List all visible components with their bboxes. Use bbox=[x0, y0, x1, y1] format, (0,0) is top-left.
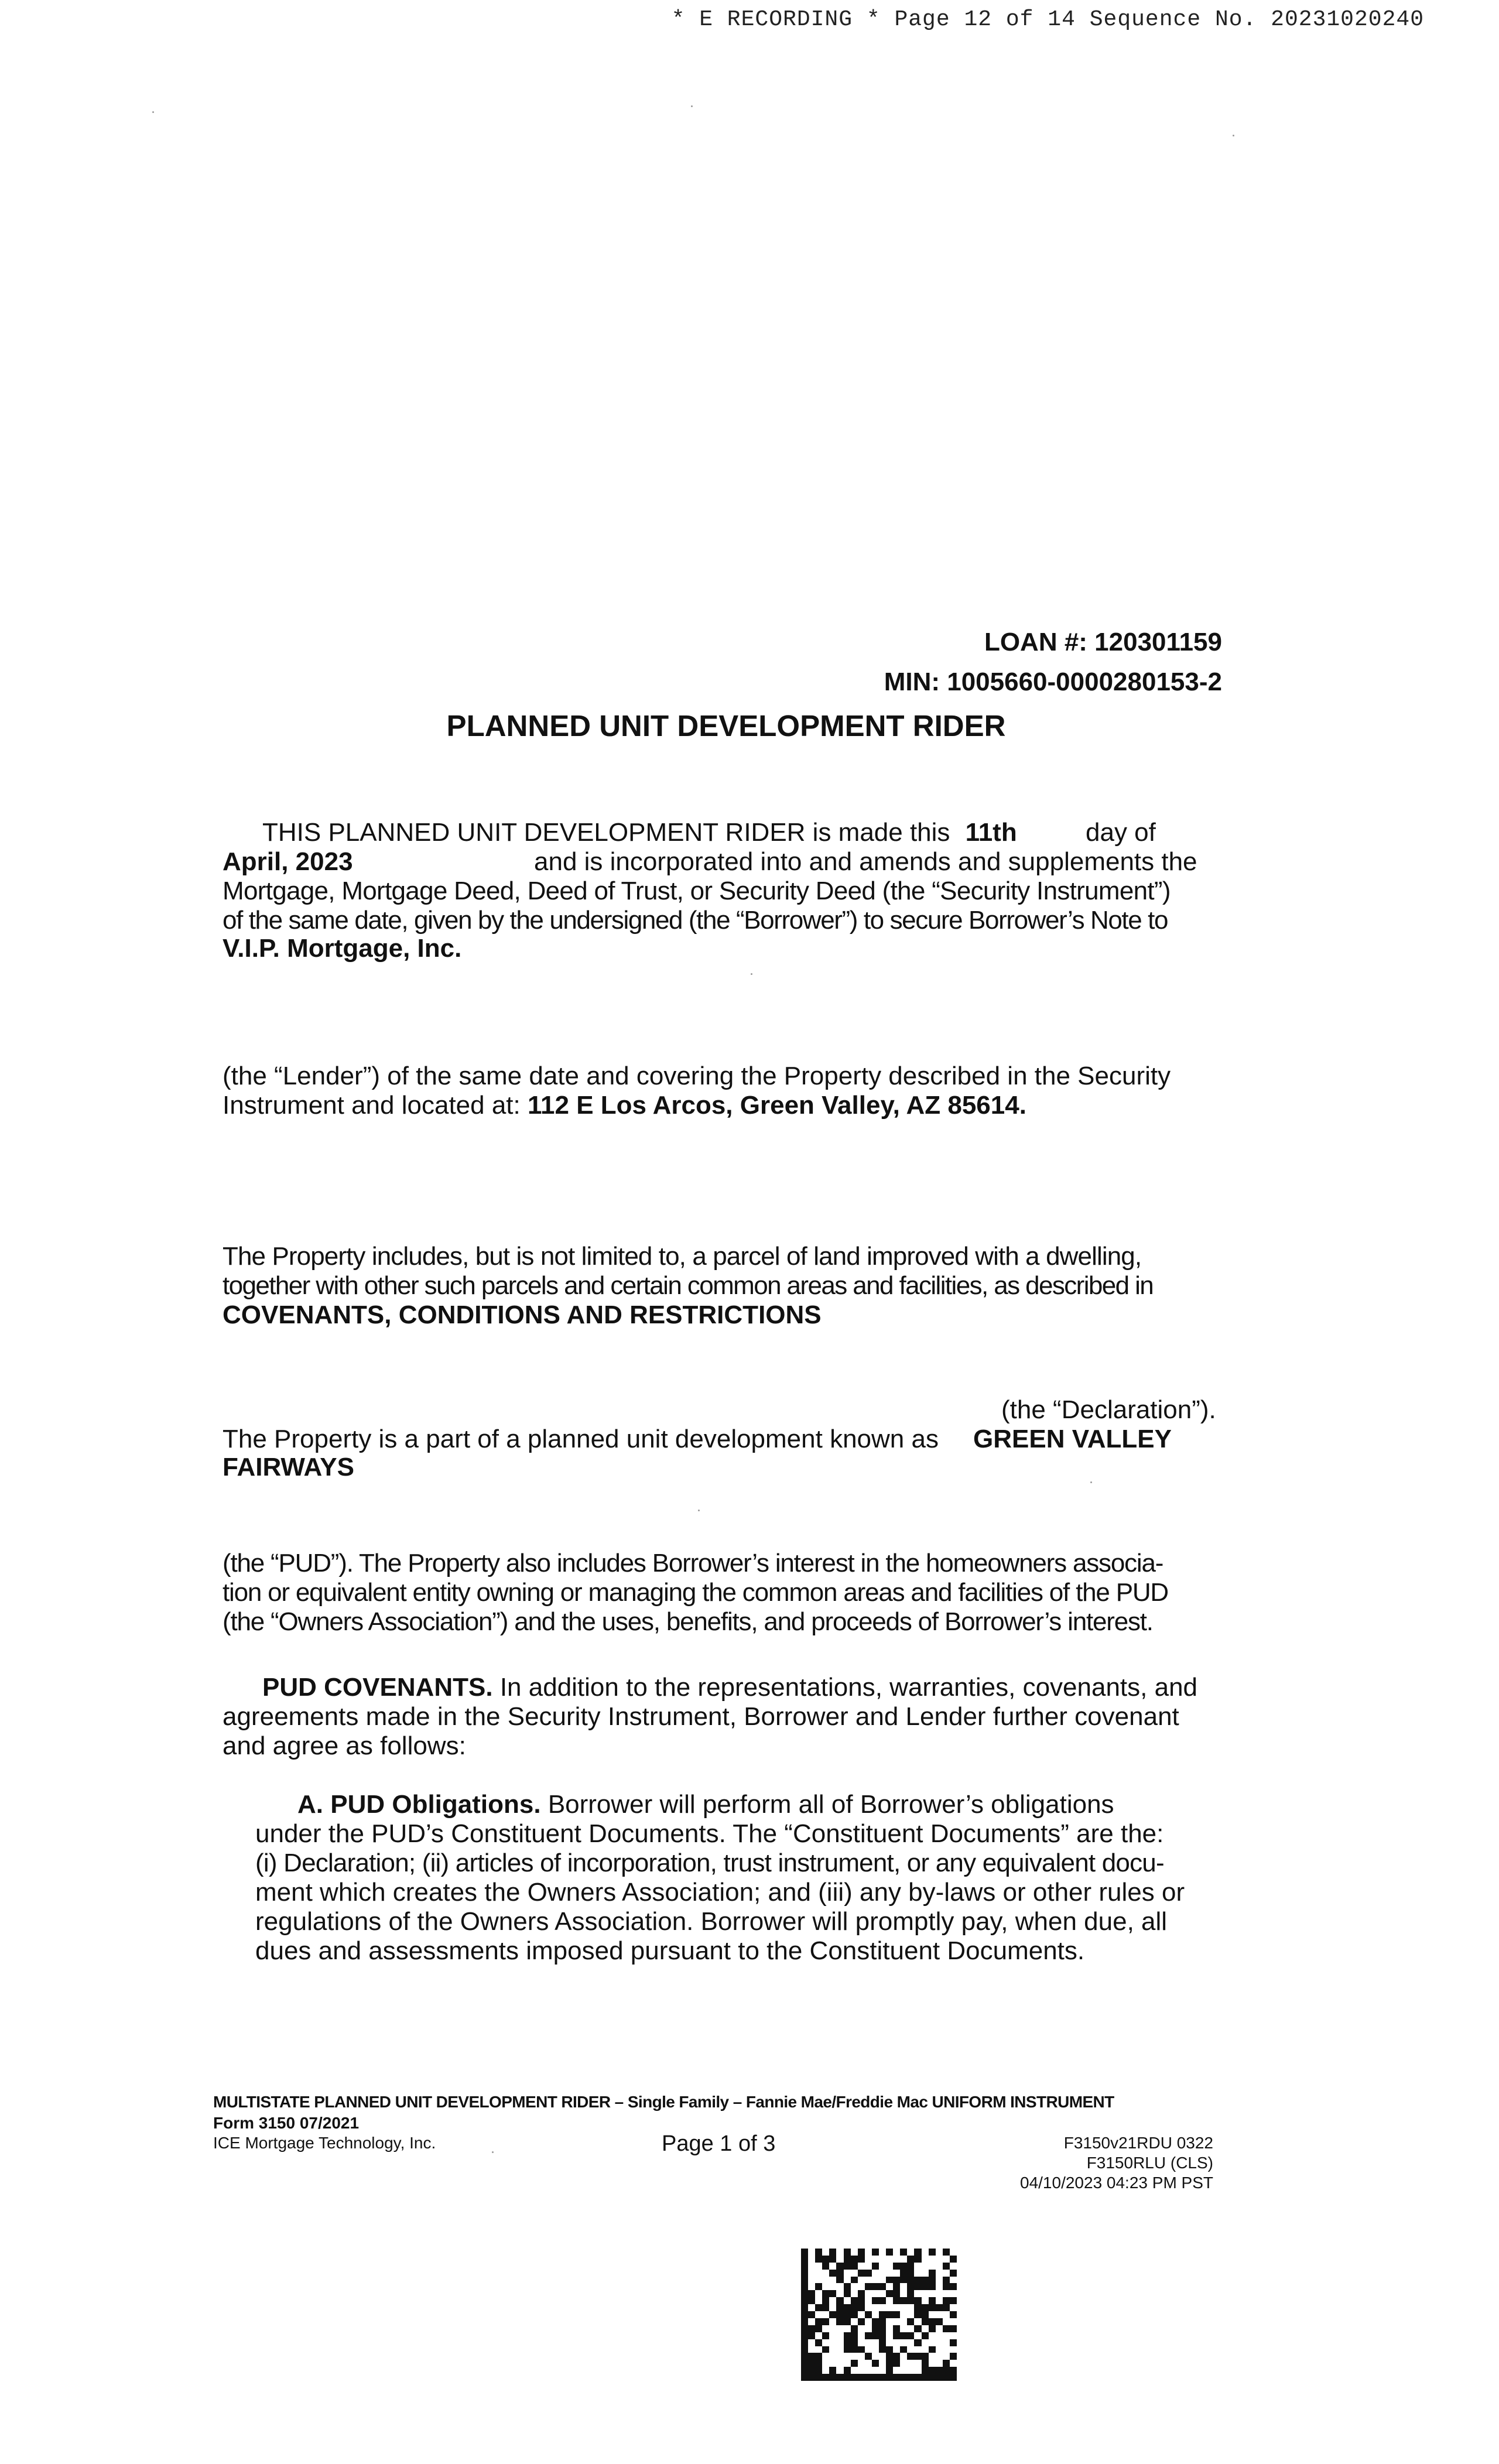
footer-code-2: F3150RLU (CLS) bbox=[1086, 2154, 1213, 2172]
scan-speck bbox=[492, 2151, 494, 2153]
section-a-line-4: ment which creates the Owners Association; and (iii) any by-laws or other rules or bbox=[255, 1878, 1185, 1907]
scan-speck bbox=[1090, 1481, 1092, 1483]
pud-interest-line-1: (the “PUD”). The Property also includes Borrower’s interest in the homeowners associa- bbox=[223, 1549, 1163, 1577]
intro-line-3: Mortgage, Mortgage Deed, Deed of Trust, or Security Deed (the “Security Instrument”) bbox=[223, 877, 1171, 905]
scan-speck bbox=[698, 1510, 700, 1511]
covenants-line-3: and agree as follows: bbox=[223, 1731, 466, 1760]
lender-line-1: (the “Lender”) of the same date and covering the Property described in the Security bbox=[223, 1062, 1171, 1090]
min-number: MIN: 1005660-0000280153-2 bbox=[884, 668, 1222, 696]
section-a-line-3: (i) Declaration; (ii) articles of incorporation, trust instrument, or any equivalent docu- bbox=[255, 1849, 1164, 1877]
property-line-1: The Property includes, but is not limited to, a parcel of land improved with a dwelling, bbox=[223, 1242, 1142, 1271]
footer-form-title: MULTISTATE PLANNED UNIT DEVELOPMENT RIDER – Single Family – Fannie Mae/Freddie Mac UNIFORM INSTRUMENT bbox=[213, 2093, 1114, 2111]
intro-line-2: and is incorporated into and amends and supplements the bbox=[534, 847, 1197, 876]
footer-timestamp: 04/10/2023 04:23 PM PST bbox=[1020, 2174, 1213, 2192]
intro-day-of: day of bbox=[1086, 818, 1156, 847]
scan-speck bbox=[751, 973, 752, 975]
loan-number: LOAN #: 120301159 bbox=[984, 628, 1222, 656]
declaration-label: (the “Declaration”). bbox=[1001, 1395, 1216, 1424]
page-title: PLANNED UNIT DEVELOPMENT RIDER bbox=[446, 709, 1006, 742]
covenants-line-2: agreements made in the Security Instrument, Borrower and Lender further covenant bbox=[223, 1702, 1179, 1731]
intro-line-4: of the same date, given by the undersigned (the “Borrower”) to secure Borrower’s Note to bbox=[223, 906, 1168, 935]
intro-day: 11th bbox=[965, 818, 1017, 847]
section-a-line-6: dues and assessments imposed pursuant to the Constituent Documents. bbox=[255, 1936, 1085, 1965]
covenants-line-1 bbox=[262, 1672, 1197, 1702]
footer-code-1: F3150v21RDU 0322 bbox=[1063, 2134, 1213, 2152]
pud-interest-line-3: (the “Owners Association”) and the uses, benefits, and proceeds of Borrower’s interest. bbox=[223, 1607, 1153, 1636]
declaration-name: COVENANTS, CONDITIONS AND RESTRICTIONS bbox=[223, 1301, 822, 1329]
lender-name: V.I.P. Mortgage, Inc. bbox=[223, 934, 462, 963]
pud-line-1: The Property is a part of a planned unit development known as bbox=[223, 1425, 939, 1453]
property-address: 112 E Los Arcos, Green Valley, AZ 85614. bbox=[527, 1091, 1026, 1120]
lender-line-2 bbox=[223, 1090, 1026, 1120]
footer-company: ICE Mortgage Technology, Inc. bbox=[213, 2134, 436, 2152]
barcode-image bbox=[801, 2249, 957, 2381]
property-line-2: together with other such parcels and certain common areas and facilities, as described in bbox=[223, 1271, 1154, 1300]
section-a-line-1-rest: Borrower will perform all of Borrower’s obligations bbox=[547, 1790, 1114, 1819]
covenants-heading: PUD COVENANTS. bbox=[262, 1673, 493, 1702]
section-a-heading: A. PUD Obligations. bbox=[297, 1790, 541, 1819]
covenants-line-1-rest: In addition to the representations, warranties, covenants, and bbox=[499, 1673, 1198, 1702]
section-a-line-5: regulations of the Owners Association. Borrower will promptly pay, when due, all bbox=[255, 1907, 1168, 1936]
recording-stamp: * E RECORDING * Page 12 of 14 Sequence No. 20231020240 bbox=[671, 7, 1424, 32]
footer-form-number: Form 3150 07/2021 bbox=[213, 2114, 360, 2132]
lender-line-2-lead: Instrument and located at: bbox=[223, 1091, 521, 1120]
intro-line-1 bbox=[262, 817, 1017, 847]
scan-speck bbox=[1233, 135, 1234, 136]
section-a-line-1 bbox=[297, 1789, 1114, 1819]
pud-name-2: FAIRWAYS bbox=[223, 1453, 354, 1481]
intro-date: April, 2023 bbox=[223, 847, 353, 876]
intro-lead: THIS PLANNED UNIT DEVELOPMENT RIDER is made this bbox=[262, 818, 950, 847]
footer-page-number: Page 1 of 3 bbox=[662, 2131, 776, 2156]
pud-name-1: GREEN VALLEY bbox=[973, 1425, 1172, 1453]
scan-speck bbox=[152, 111, 154, 113]
scan-speck bbox=[691, 105, 693, 107]
section-a-line-2: under the PUD’s Constituent Documents. The “Constituent Documents” are the: bbox=[255, 1819, 1164, 1848]
pud-interest-line-2: tion or equivalent entity owning or managing the common areas and facilities of the PUD bbox=[223, 1578, 1168, 1607]
